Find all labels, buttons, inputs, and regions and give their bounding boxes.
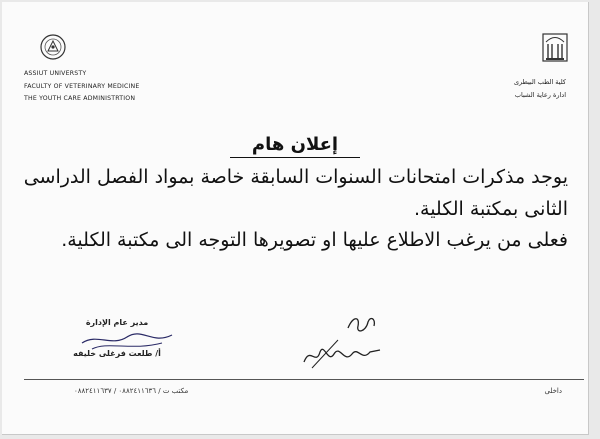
faculty-name-arabic: كلية الطب البيطرى xyxy=(513,78,566,86)
administration-name: THE YOUTH CARE ADMINISTRTION xyxy=(24,95,136,102)
signatory-name: أ/ طلعت فرغلى خليفه xyxy=(73,349,161,358)
footer-extension-label: داخلى xyxy=(544,387,562,395)
faculty-header-arabic xyxy=(514,76,566,102)
announcement-body xyxy=(8,162,568,257)
document-sheet xyxy=(2,2,589,435)
announcement-paragraph-1: يوجد مذكرات امتحانات السنوات السابقة خاصة بمواد الفصل الدراسى الثانى بمكتبة الكلية. xyxy=(23,166,568,220)
university-name: ASSIUT UNIVERSTY xyxy=(24,70,87,77)
administration-name-arabic: ادارة رعاية الشباب xyxy=(514,91,566,99)
faculty-building-logo-icon xyxy=(540,30,570,64)
university-header-english xyxy=(24,68,139,106)
handwritten-signature-left xyxy=(72,325,182,355)
announcement-title-text: إعلان هام xyxy=(230,134,360,158)
faculty-name: FACULTY OF VETERINARY MEDICINE xyxy=(24,82,140,90)
university-logo-icon xyxy=(36,32,70,62)
handwritten-signature-right xyxy=(298,310,388,374)
footer-divider xyxy=(24,379,584,380)
signatory-role: مدير عام الإدارة xyxy=(85,318,149,327)
footer-phone-numbers: مكتب ت / ٠٨٨٢٤١١٦٣٦ / ٠٨٨٢٤١١٦٣٧ xyxy=(74,387,189,395)
announcement-paragraph-2: فعلى من يرغب الاطلاع عليها او تصويرها التوجه الى مكتبة الكلية. xyxy=(61,229,568,251)
announcement-title xyxy=(2,134,588,155)
